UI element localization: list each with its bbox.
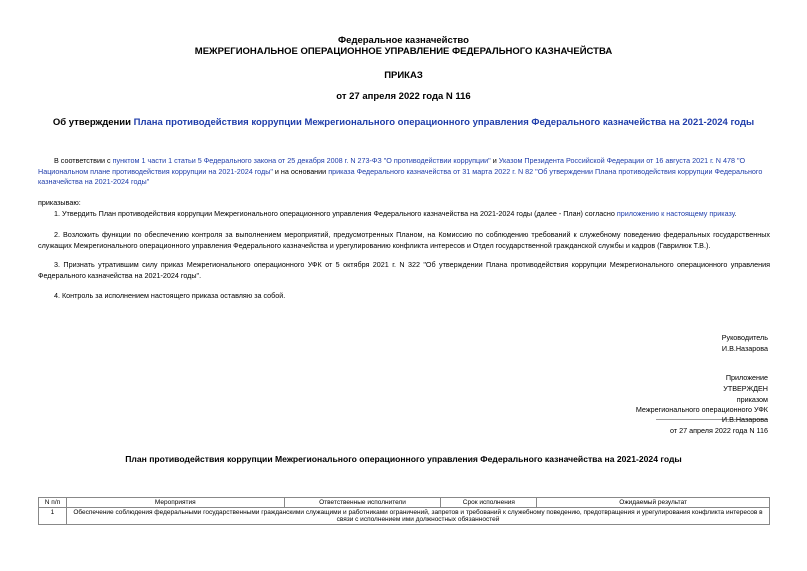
appendix-org: Межрегионального операционного УФК — [635, 405, 768, 414]
signature-role: Руководитель — [721, 333, 768, 342]
order-82-link[interactable]: приказа Федерального казначейства от 31 марта 2022 г. N 82 "Об утверждении Плана противодействия коррупции Федерального казначейства на 2021-2024 годы" — [38, 166, 763, 186]
appendix-link[interactable]: приложению к настоящему приказу — [616, 209, 735, 218]
order-word: приказываю: — [38, 198, 81, 207]
item-2: 2. Возложить функции по обеспечению контроля за выполнением мероприятий, предусмотренных Планом, на Комиссию по соблюдению требований к служебному поведению федеральных государственных служащих Межрегионального операционного управления Федерального казначейства и урегулированию конфликта интересов и Отдел государственной гражданской службы и кадров (Гаврилюк Т.В.). — [38, 230, 770, 250]
item-1-text: 1. Утвердить План противодействия коррупции Межрегионального операционного управления Федерального казначейства на 2021-2024 годы (далее - План) согласно — [54, 209, 617, 218]
preamble-text-3: и на основании — [272, 166, 329, 176]
doc-title — [0, 117, 807, 128]
row-num: 1 — [39, 508, 67, 525]
plan-title: План противодействия коррупции Межрегионального операционного управления Федерального казначейства на 2021-2024 годы — [125, 454, 682, 464]
col-header-executors: Ответственные исполнители — [284, 498, 441, 508]
col-header-result: Ожидаемый результат — [537, 498, 770, 508]
signature-name: И.В.Назарова — [721, 344, 768, 353]
col-header-num: N п/п — [39, 498, 67, 508]
col-header-deadline: Срок исполнения — [441, 498, 537, 508]
appendix-date: от 27 апреля 2022 года N 116 — [670, 426, 768, 435]
row-section-text: Обеспечение соблюдения федеральными государственными гражданскими служащими и работниками ограничений, запретов и требований к служебному поведению, предотвращения и урегулирования конфликта интересов в связи с исполнением ими должностных обязанностей — [66, 508, 769, 525]
item-4: 4. Контроль за исполнением настоящего приказа оставляю за собой. — [54, 291, 286, 300]
title-prefix: Об утверждении — [52, 117, 134, 128]
col-header-measures: Мероприятия — [66, 498, 284, 508]
law-273-link[interactable]: пунктом 1 части 1 статьи 5 Федерального закона от 25 декабря 2008 г. N 273-ФЗ "О противодействии коррупции" — [112, 156, 491, 165]
org-name: Федеральное казначейство — [338, 35, 469, 46]
doc-type: ПРИКАЗ — [384, 70, 423, 81]
appendix-label: Приложение — [725, 373, 768, 382]
appendix-approved: УТВЕРЖДЕН — [723, 384, 768, 393]
item-1 — [38, 209, 770, 220]
org-division: МЕЖРЕГИОНАЛЬНОЕ ОПЕРАЦИОННОЕ УПРАВЛЕНИЕ ФЕДЕРАЛЬНОГО КАЗНАЧЕЙСТВА — [194, 46, 613, 57]
preamble-text-2: и — [490, 156, 499, 165]
table-header-row — [39, 498, 770, 508]
title-plan-link[interactable]: Плана противодействия коррупции Межрегионального операционного управления Федерального казначейства на 2021-2024 годы — [133, 117, 755, 128]
doc-date: от 27 апреля 2022 года N 116 — [336, 91, 471, 102]
item-3: 3. Признать утратившим силу приказ Межрегионального операционного УФК от 5 октября 2021 г. N 322 "Об утверждении Плана противодействия коррупции Межрегионального операционного управления Федерального казначейства на 2021-2024 годы". — [38, 260, 770, 280]
table-row — [39, 508, 770, 525]
item-1-end: . — [734, 209, 737, 218]
preamble-text-1: В соответствии с — [54, 156, 113, 165]
decree-478-link[interactable]: Указом Президента Российской Федерации от 16 августа 2021 г. N 478 "О Национальном плане противодействия коррупции на 2021-2024 годы" — [38, 156, 746, 176]
preamble — [38, 156, 770, 188]
plan-table — [38, 497, 770, 525]
appendix-by-order: приказом — [736, 395, 768, 404]
appendix-signer: И.В.Назарова — [721, 415, 768, 424]
